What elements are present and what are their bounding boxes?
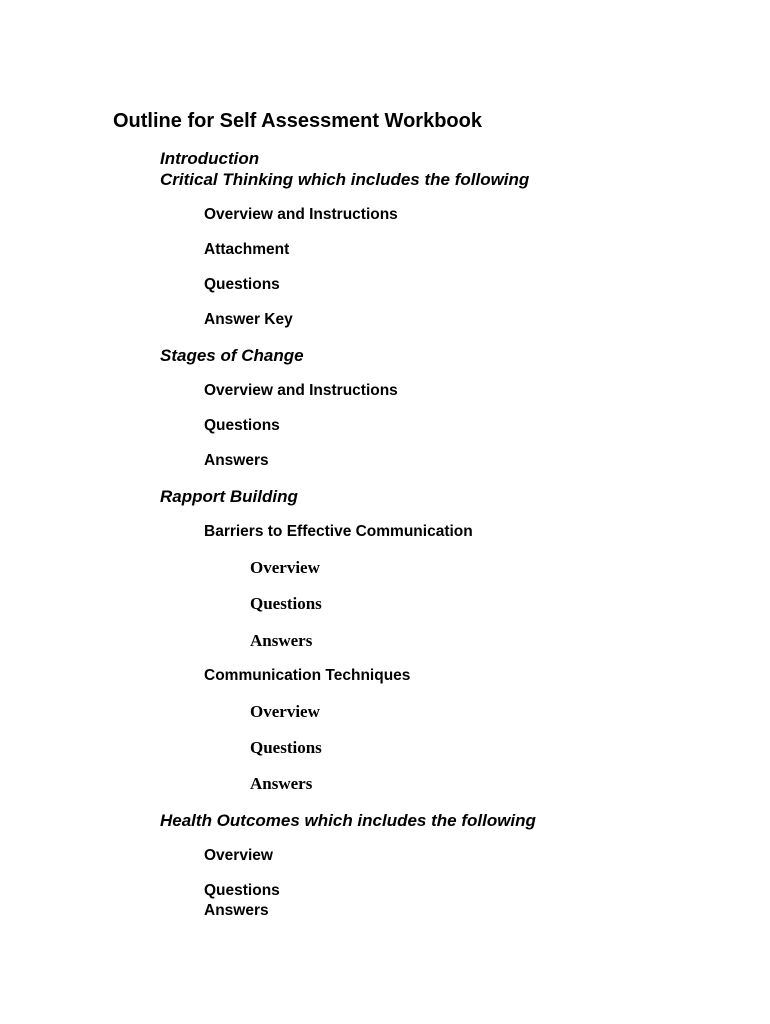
outline-subitem: Questions	[250, 594, 322, 613]
outline-item: Questions	[204, 882, 280, 899]
outline-subitem: Questions	[250, 738, 322, 757]
outline-item: Overview and Instructions	[204, 382, 398, 399]
outline-item: Questions	[204, 276, 280, 293]
outline-item: Answers	[204, 452, 269, 469]
outline-subitem: Answers	[250, 631, 313, 650]
outline-item: Answer Key	[204, 311, 293, 328]
outline-item: Questions	[204, 417, 280, 434]
section-introduction: Introduction	[160, 149, 260, 168]
section-stages-of-change: Stages of Change	[160, 346, 304, 365]
document-title: Outline for Self Assessment Workbook	[113, 110, 482, 132]
outline-item: Overview	[204, 847, 273, 864]
outline-item-barriers: Barriers to Effective Communication	[204, 523, 473, 540]
outline-item: Attachment	[204, 241, 290, 258]
section-critical-thinking: Critical Thinking which includes the following	[160, 170, 530, 189]
outline-item-techniques: Communication Techniques	[204, 667, 411, 684]
outline-item: Overview and Instructions	[204, 206, 398, 223]
outline-subitem: Answers	[250, 774, 313, 793]
section-rapport-building: Rapport Building	[160, 487, 298, 506]
outline-subitem: Overview	[250, 558, 320, 577]
outline-subitem: Overview	[250, 702, 320, 721]
outline-item: Answers	[204, 902, 269, 919]
section-health-outcomes: Health Outcomes which includes the following	[160, 811, 536, 830]
